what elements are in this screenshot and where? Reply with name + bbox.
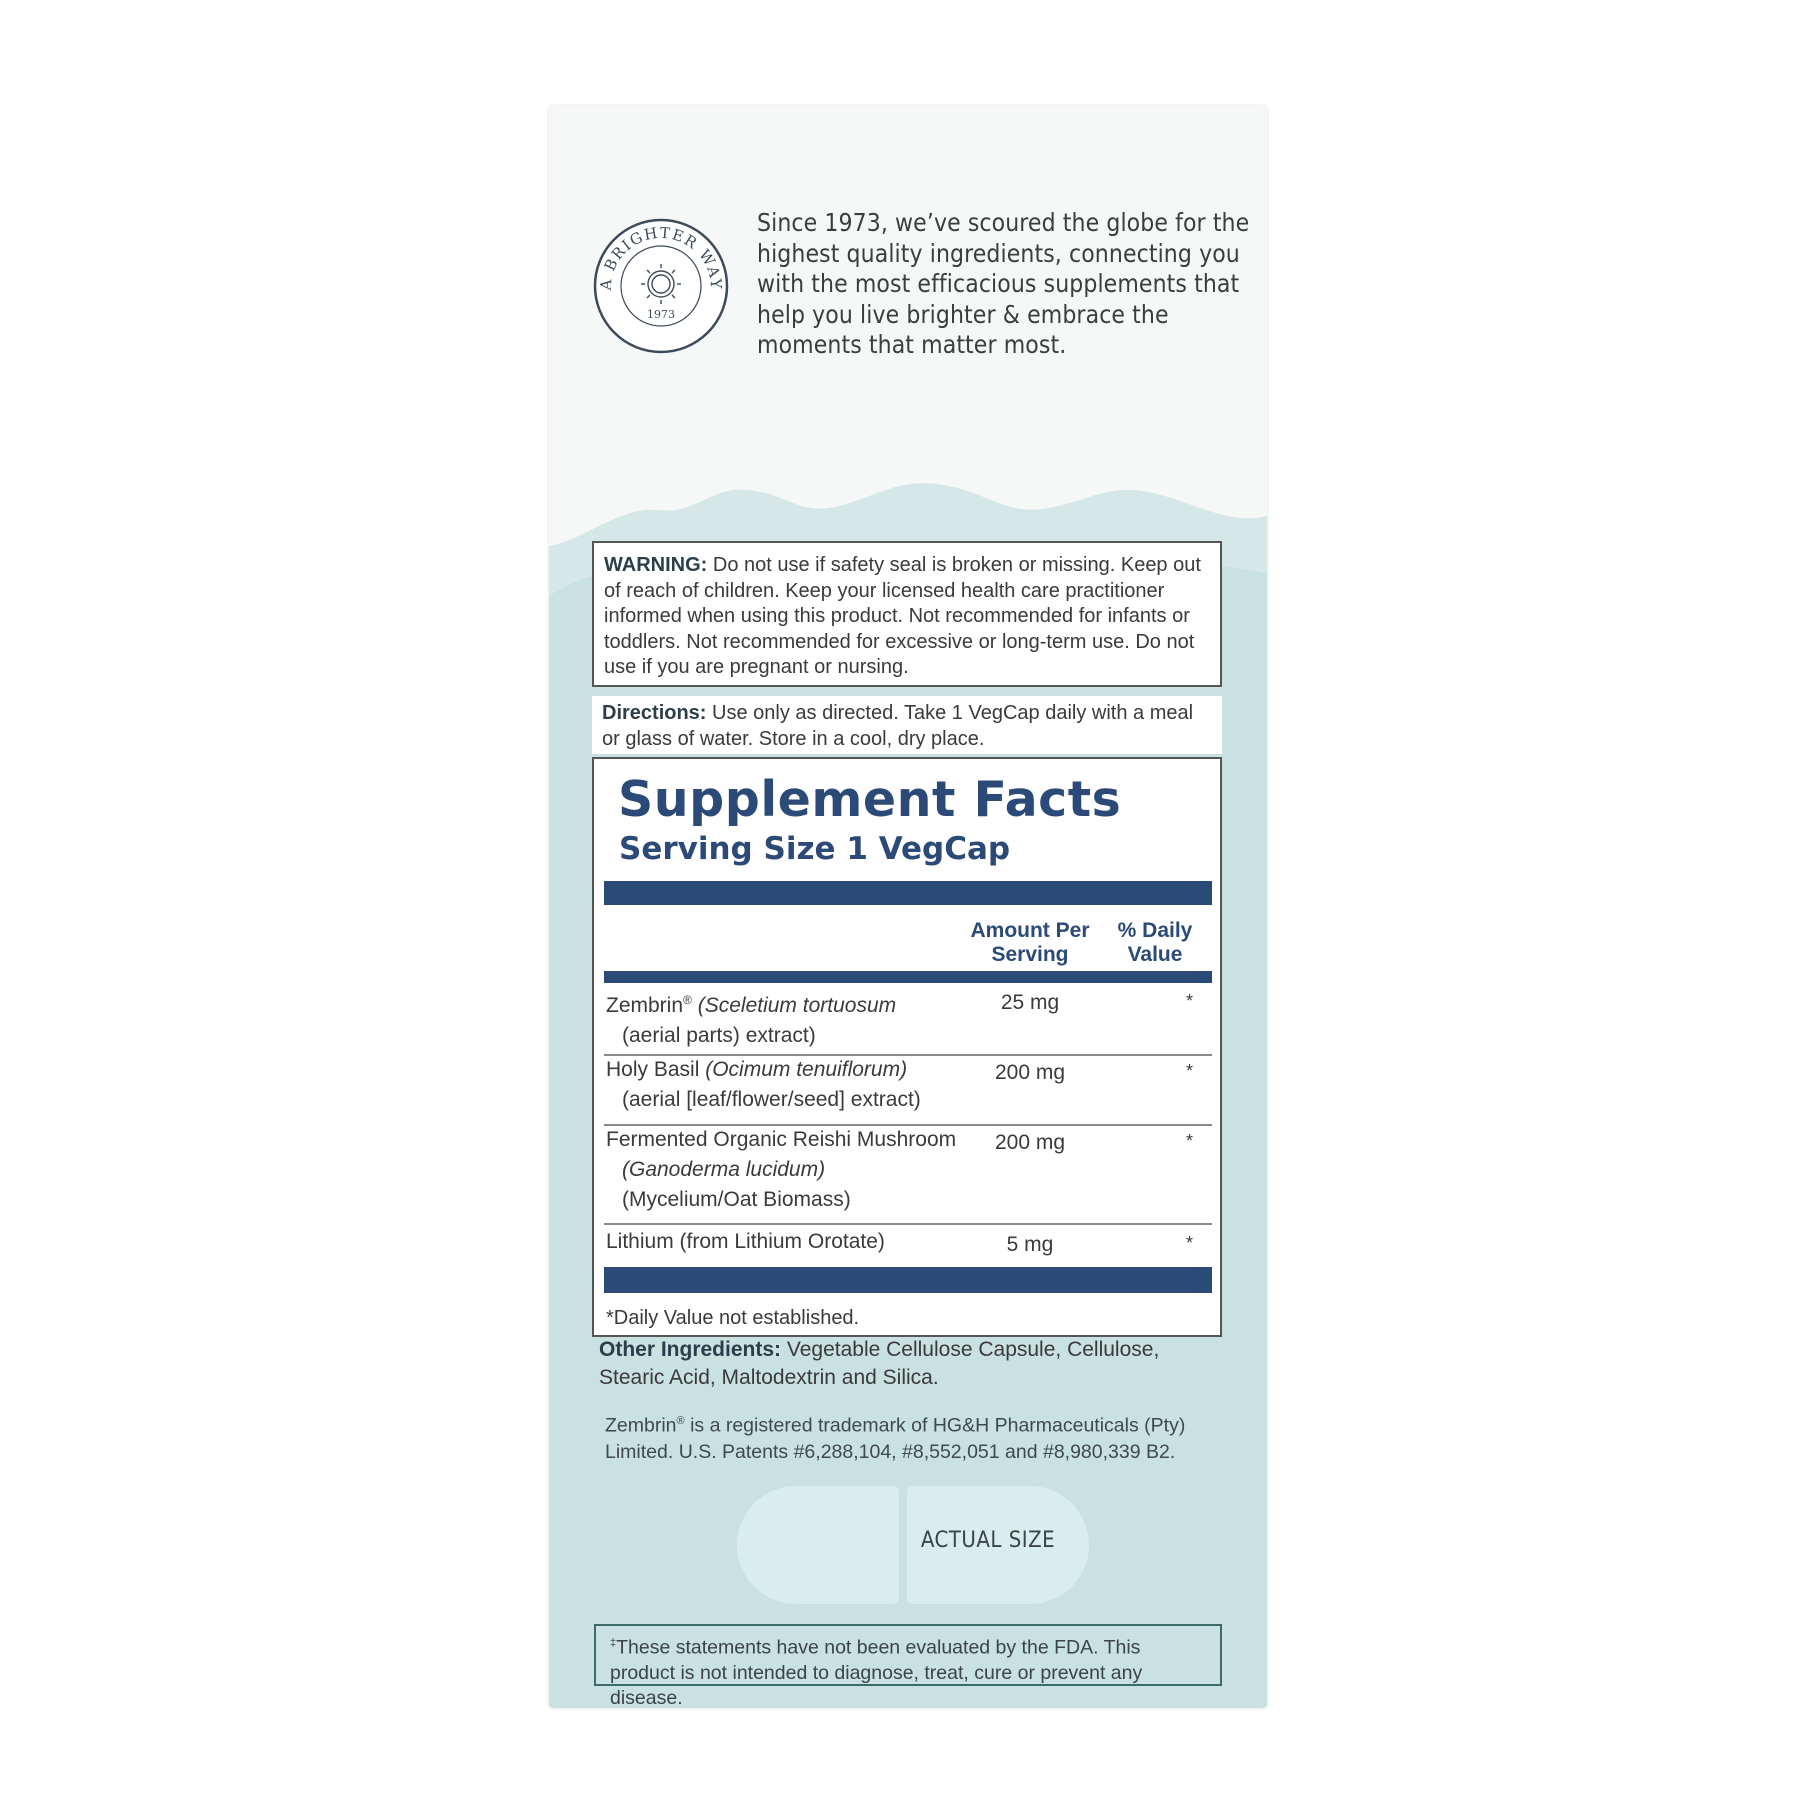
capsule-half-left (737, 1486, 899, 1604)
dv-holy-basil: * (1186, 1061, 1194, 1081)
directions-label: Directions: (602, 702, 707, 724)
trademark-notice: Zembrin® is a registered trademark of HG&H Pharmaceuticals (Pty) Limited. U.S. Patents #6,288,104, #8,552,051 and #8,980,339 B2. (605, 1414, 1186, 1463)
other-ingredients-text: Vegetable Cellulose Capsule, Cellulose, Stearic Acid, Maltodextrin and Silica. (599, 1338, 1160, 1389)
other-ingredients-label: Other Ingredients: (599, 1338, 782, 1361)
seal-text: A BRIGHTER WAY (596, 223, 726, 291)
ingredient-latin: (Sceletium tortuosum (697, 994, 897, 1017)
seal-year: 1973 (647, 308, 675, 321)
label-panel (549, 106, 1267, 1708)
amount-zembrin: 25 mg (1000, 991, 1060, 1014)
ingredient-reishi (606, 1125, 956, 1215)
daily-value-header: % Daily Value (1117, 919, 1193, 966)
brighter-way-seal (591, 216, 731, 356)
ingredient-detail: (aerial [leaf/flower/seed] extract) (622, 1088, 921, 1111)
ingredient-name: Zembrin (606, 994, 684, 1017)
serving-size: Serving Size 1 VegCap (619, 831, 1011, 867)
supplement-facts-panel (592, 757, 1222, 1337)
dv-zembrin: * (1186, 991, 1194, 1011)
facts-title: Supplement Facts (618, 771, 1122, 828)
warning-text: Do not use if safety seal is broken or missing. Keep out of reach of children. Keep your licensed health care practitioner informed when using this product. Not recommended for infants or toddlers. Not recommended for excessive or long-term use. Do not use if you are pregnant or nursing. (604, 554, 1201, 678)
brand-intro: Since 1973, we’ve scoured the globe for the highest quality ingredients, connecting you with the most efficacious supplements that help you live brighter & embrace the moments that matter most. (757, 208, 1250, 359)
thick-rule-bottom (604, 1267, 1212, 1293)
directions-text: Use only as directed. Take 1 VegCap daily with a meal or glass of water. Store in a cool, dry place. (602, 702, 1194, 750)
amount-holy-basil: 200 mg (994, 1061, 1066, 1084)
ingredient-name: Holy Basil (606, 1058, 700, 1081)
daily-value-footnote: *Daily Value not established. (606, 1307, 860, 1329)
actual-size-label: ACTUAL SIZE (920, 1528, 1056, 1553)
row-separator (604, 1223, 1212, 1225)
amount-per-serving-header: Amount Per Serving (970, 919, 1090, 966)
dv-reishi: * (1186, 1131, 1194, 1151)
amount-lithium: 5 mg (1006, 1233, 1054, 1256)
ingredient-detail: (aerial parts) extract) (622, 1024, 816, 1047)
ingredient-lithium (606, 1227, 885, 1257)
ingredient-holy-basil (606, 1055, 921, 1115)
medium-rule (604, 971, 1212, 983)
actual-size-capsule (737, 1486, 1089, 1604)
warning-label: WARNING: (604, 554, 708, 576)
ingredient-detail: (Mycelium/Oat Biomass) (622, 1188, 851, 1211)
ingredient-latin: (Ganoderma lucidum) (622, 1158, 826, 1181)
other-ingredients (599, 1336, 1219, 1392)
amount-reishi: 200 mg (994, 1131, 1066, 1154)
ingredient-zembrin: Zembrin® (Sceletium tortuosum (aerial parts) extract) (606, 985, 896, 1051)
ingredient-name: Lithium (from Lithium Orotate) (606, 1230, 885, 1253)
directions (592, 696, 1222, 754)
ingredient-latin: (Ocimum tenuiflorum) (705, 1058, 908, 1081)
fda-disclaimer: ‡These statements have not been evaluated by the FDA. This product is not intended to diagnose, treat, cure or prevent any disease. (594, 1624, 1222, 1686)
dv-lithium: * (1186, 1233, 1194, 1253)
ingredient-name: Fermented Organic Reishi Mushroom (606, 1128, 957, 1151)
thick-rule (604, 881, 1212, 905)
warning-box (592, 541, 1222, 687)
